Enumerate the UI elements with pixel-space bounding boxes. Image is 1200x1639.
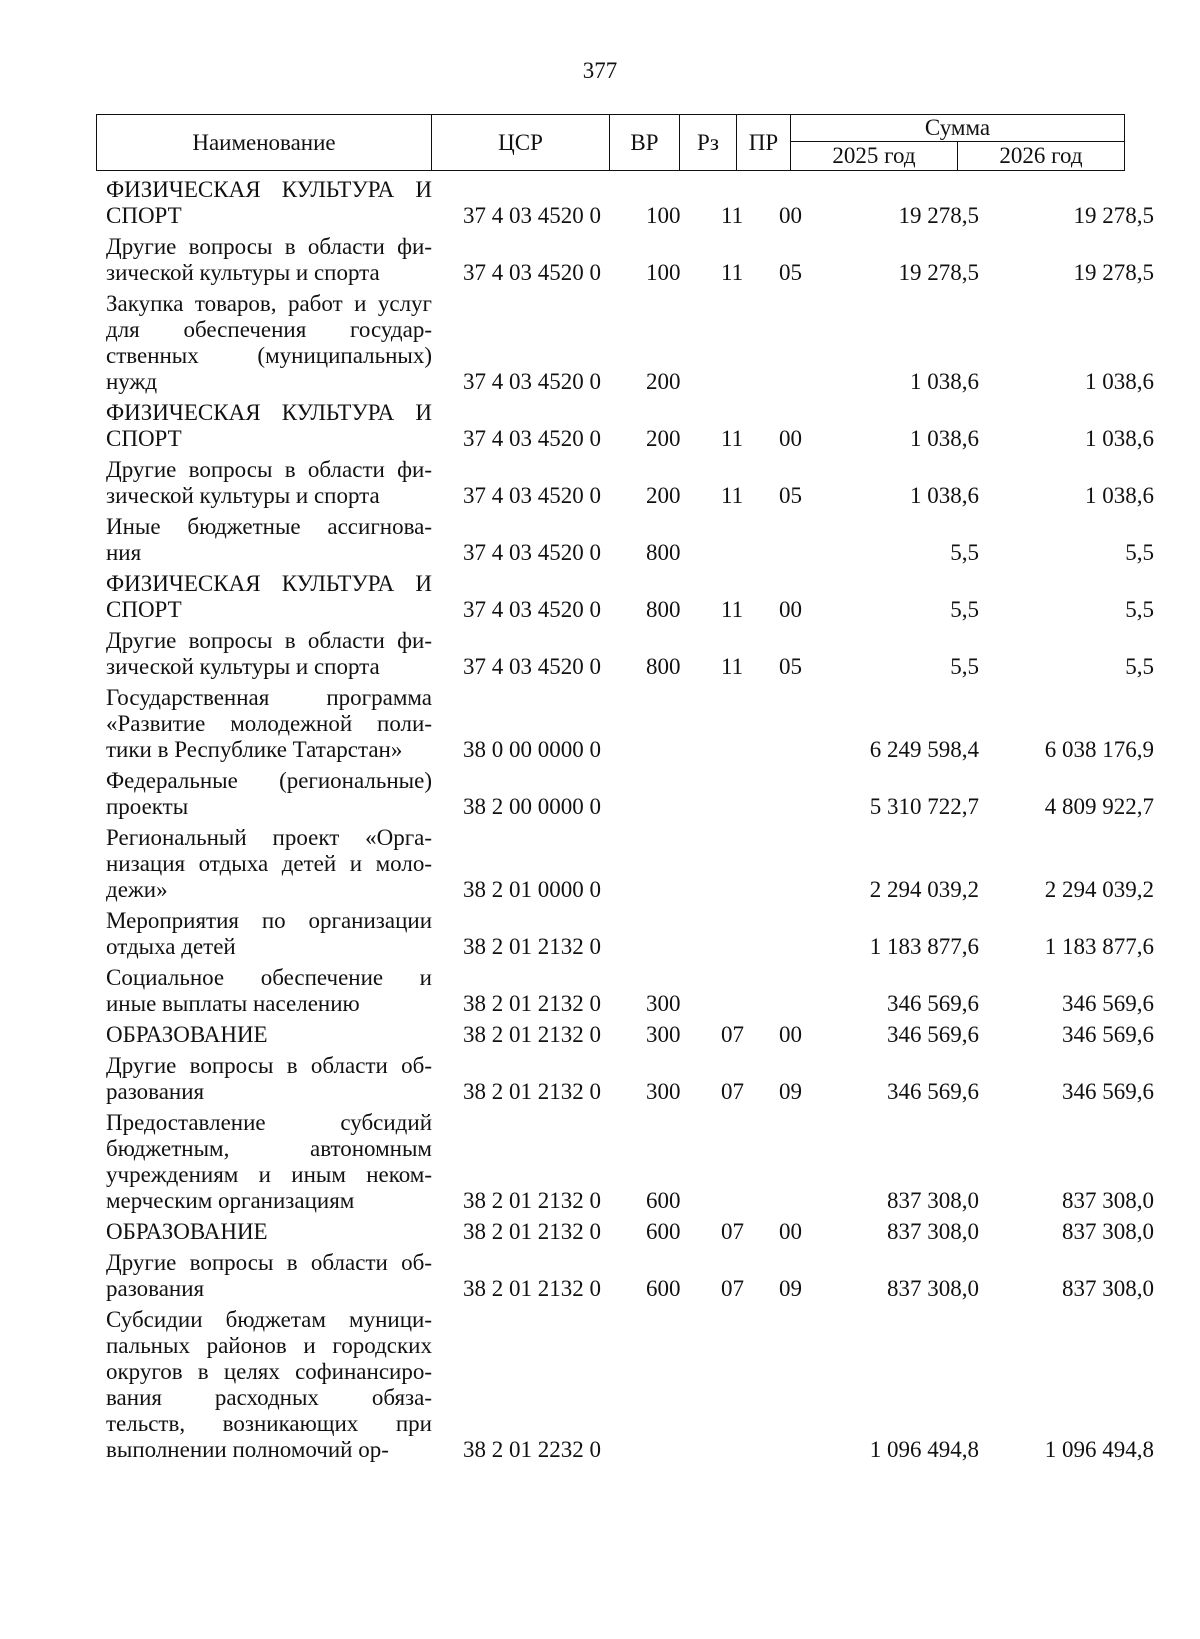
- row-vr: 600: [646, 1276, 681, 1301]
- row-name-line: Иные бюджетные ассигнова-: [106, 514, 432, 539]
- row-name-line: Другие вопросы в области об-: [106, 1250, 432, 1275]
- row-rz: 07: [721, 1276, 744, 1301]
- row-name-line: Другие вопросы в области фи-: [106, 457, 432, 482]
- header-vr: ВР: [610, 115, 680, 171]
- row-name-line: разования: [106, 1276, 205, 1301]
- row-vr: 800: [646, 654, 681, 679]
- row-pr: 00: [779, 203, 802, 228]
- row-sum-2025: 19 278,5: [898, 260, 979, 285]
- row-pr: 09: [779, 1276, 802, 1301]
- row-csr: 37 4 03 4520 0: [463, 597, 601, 622]
- row-name-line: Мероприятия по организации: [106, 908, 432, 933]
- row-sum-2026: 1 038,6: [1085, 369, 1154, 394]
- row-sum-2025: 5,5: [950, 597, 979, 622]
- row-rz: 11: [721, 426, 744, 451]
- row-pr: 00: [779, 426, 802, 451]
- table-row: [96, 291, 1164, 395]
- row-name-line: бюджетным, автономным: [106, 1136, 432, 1161]
- row-name-line: Федеральные (региональные): [106, 768, 432, 793]
- row-sum-2025: 837 308,0: [887, 1276, 979, 1301]
- row-name-line: Закупка товаров, работ и услуг: [106, 291, 432, 316]
- row-name-line: «Развитие молодежной поли-: [106, 711, 432, 736]
- table-row: [96, 1219, 1164, 1245]
- row-sum-2026: 5,5: [1125, 597, 1154, 622]
- row-name-line: зической культуры и спорта: [106, 483, 380, 508]
- table-row: [96, 685, 1164, 763]
- row-csr: 37 4 03 4520 0: [463, 540, 601, 565]
- row-sum-2025: 1 038,6: [910, 369, 979, 394]
- row-name-line: нужд: [106, 369, 158, 394]
- row-sum-2025: 837 308,0: [887, 1219, 979, 1244]
- row-name-line: Государственная программа: [106, 685, 432, 710]
- row-sum-2025: 19 278,5: [898, 203, 979, 228]
- table-row: [96, 825, 1164, 903]
- header-pr: ПР: [737, 115, 791, 171]
- row-csr: 37 4 03 4520 0: [463, 260, 601, 285]
- header-csr: ЦСР: [432, 115, 610, 171]
- row-csr: 37 4 03 4520 0: [463, 369, 601, 394]
- row-name-line: ственных (муниципальных): [106, 343, 432, 368]
- row-name-line: ОБРАЗОВАНИЕ: [106, 1022, 268, 1047]
- row-sum-2026: 346 569,6: [1062, 1022, 1154, 1047]
- row-name-line: Другие вопросы в области об-: [106, 1053, 432, 1078]
- table-row: [96, 571, 1164, 623]
- row-name-line: отдыха детей: [106, 934, 236, 959]
- row-vr: 100: [646, 203, 681, 228]
- row-sum-2026: 837 308,0: [1062, 1188, 1154, 1213]
- table-row: [96, 628, 1164, 680]
- table-row: [96, 234, 1164, 286]
- row-pr: 09: [779, 1079, 802, 1104]
- row-csr: 38 2 01 2132 0: [463, 1079, 601, 1104]
- row-sum-2025: 1 038,6: [910, 483, 979, 508]
- row-rz: 11: [721, 654, 744, 679]
- row-vr: 200: [646, 483, 681, 508]
- row-name-line: ФИЗИЧЕСКАЯ КУЛЬТУРА И: [106, 177, 432, 202]
- row-rz: 07: [721, 1022, 744, 1047]
- row-sum-2026: 1 038,6: [1085, 483, 1154, 508]
- header-name: Наименование: [97, 115, 432, 171]
- row-sum-2025: 5 310 722,7: [869, 794, 979, 819]
- row-sum-2025: 5,5: [950, 654, 979, 679]
- row-vr: 300: [646, 1022, 681, 1047]
- row-csr: 38 2 01 2132 0: [463, 934, 601, 959]
- row-name-line: дежи»: [106, 877, 168, 902]
- row-name: [106, 685, 432, 763]
- row-name-line: ния: [106, 540, 142, 565]
- row-name-line: проекты: [106, 794, 189, 819]
- row-vr: 200: [646, 426, 681, 451]
- row-name-line: разования: [106, 1079, 205, 1104]
- row-name-line: Региональный проект «Орга-: [106, 825, 432, 850]
- table-row: [96, 457, 1164, 509]
- row-csr: 38 2 01 0000 0: [463, 877, 601, 902]
- row-name-line: Субсидии бюджетам муници-: [106, 1307, 432, 1332]
- row-rz: 07: [721, 1219, 744, 1244]
- row-name: [106, 177, 432, 229]
- row-name: [106, 1053, 432, 1105]
- row-sum-2026: 1 096 494,8: [1044, 1437, 1154, 1462]
- row-name-line: выполнении полномочий ор-: [106, 1437, 389, 1462]
- row-name-line: тельств, возникающих при: [106, 1411, 432, 1436]
- row-name-line: для обеспечения государ-: [106, 317, 432, 342]
- row-csr: 38 2 01 2132 0: [463, 1188, 601, 1213]
- row-vr: 800: [646, 597, 681, 622]
- row-csr: 37 4 03 4520 0: [463, 483, 601, 508]
- row-csr: 37 4 03 4520 0: [463, 654, 601, 679]
- row-name: [106, 1219, 432, 1245]
- row-name-line: Другие вопросы в области фи-: [106, 628, 432, 653]
- row-name: [106, 628, 432, 680]
- row-name-line: мерческим организациям: [106, 1188, 355, 1213]
- row-name-line: зической культуры и спорта: [106, 654, 380, 679]
- row-name-line: учреждениям и иным неком-: [106, 1162, 432, 1187]
- row-csr: 38 2 01 2232 0: [463, 1437, 601, 1462]
- row-sum-2026: 19 278,5: [1073, 260, 1154, 285]
- row-name: [106, 514, 432, 566]
- row-vr: 600: [646, 1219, 681, 1244]
- table-row: [96, 908, 1164, 960]
- row-pr: 05: [779, 654, 802, 679]
- row-sum-2025: 6 249 598,4: [869, 737, 979, 762]
- row-name-line: низация отдыха детей и моло-: [106, 851, 432, 876]
- row-vr: 300: [646, 1079, 681, 1104]
- row-sum-2026: 837 308,0: [1062, 1276, 1154, 1301]
- row-rz: 11: [721, 597, 744, 622]
- row-sum-2026: 1 183 877,6: [1044, 934, 1154, 959]
- row-vr: 600: [646, 1188, 681, 1213]
- row-name-line: СПОРТ: [106, 597, 182, 622]
- table-row: [96, 1053, 1164, 1105]
- header-sum: Сумма: [791, 115, 1125, 142]
- row-sum-2026: 4 809 922,7: [1044, 794, 1154, 819]
- row-sum-2026: 346 569,6: [1062, 1079, 1154, 1104]
- row-name-line: Другие вопросы в области фи-: [106, 234, 432, 259]
- row-name-line: Социальное обеспечение и: [106, 965, 432, 990]
- row-sum-2025: 837 308,0: [887, 1188, 979, 1213]
- row-pr: 00: [779, 1022, 802, 1047]
- row-sum-2026: 5,5: [1125, 540, 1154, 565]
- row-csr: 38 0 00 0000 0: [463, 737, 601, 762]
- row-name: [106, 234, 432, 286]
- row-sum-2025: 346 569,6: [887, 991, 979, 1016]
- row-csr: 38 2 01 2132 0: [463, 1022, 601, 1047]
- row-vr: 200: [646, 369, 681, 394]
- table-row: [96, 1307, 1164, 1463]
- row-vr: 300: [646, 991, 681, 1016]
- row-rz: 11: [721, 483, 744, 508]
- row-name-line: округов в целях софинансиро-: [106, 1359, 432, 1384]
- table-row: [96, 965, 1164, 1017]
- row-rz: 11: [721, 203, 744, 228]
- table-header: [96, 114, 1125, 171]
- row-vr: 100: [646, 260, 681, 285]
- row-sum-2026: 6 038 176,9: [1044, 737, 1154, 762]
- row-name-line: тики в Республике Татарстан»: [106, 737, 403, 762]
- row-csr: 38 2 01 2132 0: [463, 991, 601, 1016]
- row-name: [106, 965, 432, 1017]
- row-name: [106, 825, 432, 903]
- table-row: [96, 1022, 1164, 1048]
- row-sum-2025: 1 038,6: [910, 426, 979, 451]
- row-vr: 800: [646, 540, 681, 565]
- row-sum-2025: 2 294 039,2: [869, 877, 979, 902]
- row-csr: 38 2 01 2132 0: [463, 1219, 601, 1244]
- row-sum-2026: 2 294 039,2: [1044, 877, 1154, 902]
- row-name: [106, 768, 432, 820]
- table-row: [96, 768, 1164, 820]
- row-pr: 00: [779, 597, 802, 622]
- row-sum-2026: 5,5: [1125, 654, 1154, 679]
- row-name: [106, 457, 432, 509]
- row-csr: 38 2 00 0000 0: [463, 794, 601, 819]
- row-sum-2026: 19 278,5: [1073, 203, 1154, 228]
- row-name-line: ФИЗИЧЕСКАЯ КУЛЬТУРА И: [106, 400, 432, 425]
- row-name-line: зической культуры и спорта: [106, 260, 380, 285]
- row-csr: 37 4 03 4520 0: [463, 203, 601, 228]
- row-name-line: СПОРТ: [106, 203, 182, 228]
- row-name: [106, 1110, 432, 1214]
- row-rz: 07: [721, 1079, 744, 1104]
- row-sum-2025: 1 183 877,6: [869, 934, 979, 959]
- row-rz: 11: [721, 260, 744, 285]
- row-sum-2026: 346 569,6: [1062, 991, 1154, 1016]
- row-sum-2026: 837 308,0: [1062, 1219, 1154, 1244]
- row-name-line: вания расходных обяза-: [106, 1385, 432, 1410]
- row-name-line: ФИЗИЧЕСКАЯ КУЛЬТУРА И: [106, 571, 432, 596]
- header-rz: Рз: [680, 115, 737, 171]
- table-row: [96, 1110, 1164, 1214]
- row-name: [106, 1307, 432, 1463]
- row-name: [106, 908, 432, 960]
- header-year-2025: 2025 год: [791, 142, 958, 171]
- row-name: [106, 400, 432, 452]
- table-row: [96, 514, 1164, 566]
- table-row: [96, 177, 1164, 229]
- header-year-2026: 2026 год: [958, 142, 1125, 171]
- row-name-line: ОБРАЗОВАНИЕ: [106, 1219, 268, 1244]
- row-name: [106, 571, 432, 623]
- row-pr: 05: [779, 260, 802, 285]
- row-csr: 37 4 03 4520 0: [463, 426, 601, 451]
- row-pr: 05: [779, 483, 802, 508]
- row-name: [106, 291, 432, 395]
- row-sum-2026: 1 038,6: [1085, 426, 1154, 451]
- row-name-line: пальных районов и городских: [106, 1333, 432, 1358]
- row-sum-2025: 5,5: [950, 540, 979, 565]
- row-sum-2025: 1 096 494,8: [869, 1437, 979, 1462]
- table-body: [96, 177, 1164, 1463]
- table-row: [96, 1250, 1164, 1302]
- row-name: [106, 1022, 432, 1048]
- row-pr: 00: [779, 1219, 802, 1244]
- row-sum-2025: 346 569,6: [887, 1022, 979, 1047]
- page-number: 377: [582, 58, 618, 83]
- table-row: [96, 400, 1164, 452]
- row-csr: 38 2 01 2132 0: [463, 1276, 601, 1301]
- row-name-line: иные выплаты населению: [106, 991, 360, 1016]
- row-sum-2025: 346 569,6: [887, 1079, 979, 1104]
- row-name-line: Предоставление субсидий: [106, 1110, 432, 1135]
- row-name-line: СПОРТ: [106, 426, 182, 451]
- row-name: [106, 1250, 432, 1302]
